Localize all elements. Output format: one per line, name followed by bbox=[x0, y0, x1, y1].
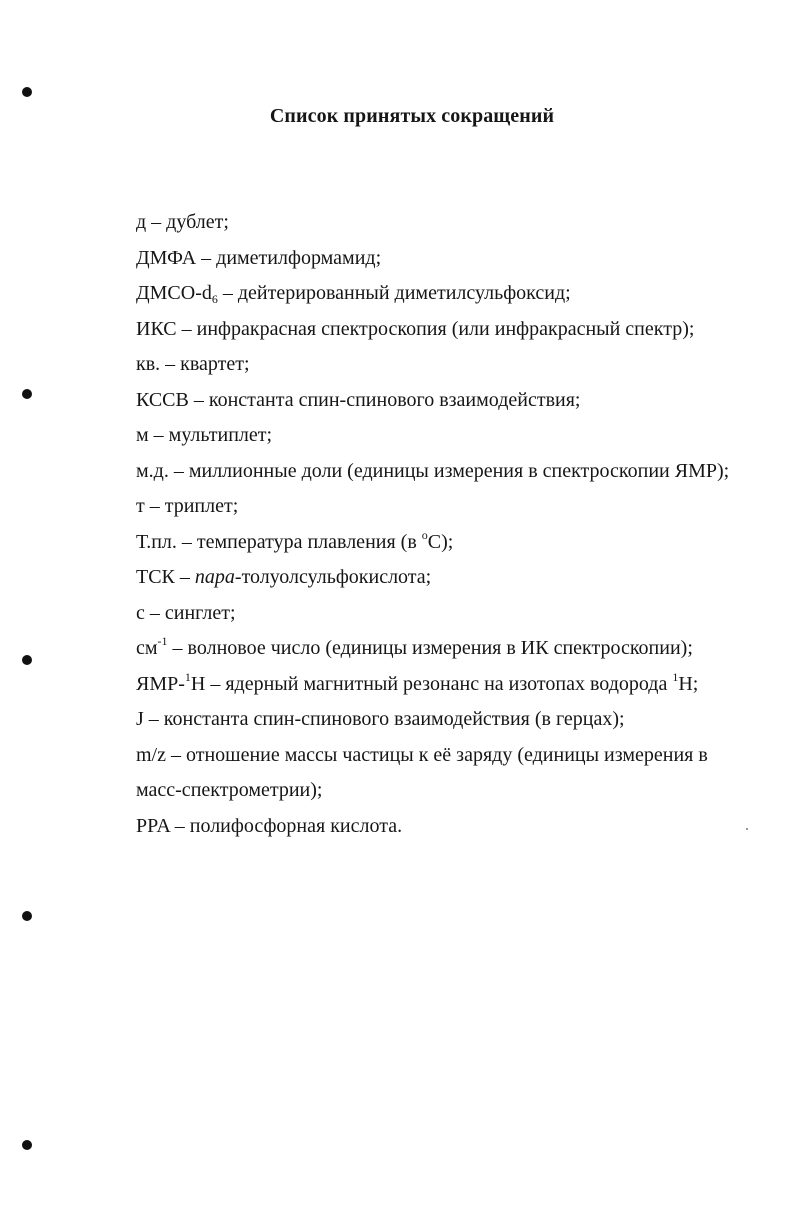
list-item: ДМСО-$d_6$ – дейтерированный диметилсульфоксид; bbox=[136, 282, 571, 306]
list-item: ДМФА – диметилформамид; bbox=[136, 246, 382, 269]
abbreviation-list bbox=[136, 205, 756, 844]
list-item: м – мультиплет; bbox=[136, 424, 273, 446]
list-item: PPA – полифосфорная кислота. bbox=[136, 814, 403, 837]
list-item: m/z – отношение массы частицы к её заряду (единицы измерения в bbox=[136, 743, 708, 766]
punch-hole bbox=[22, 911, 32, 921]
list-item: ИКС – инфракрасная спектроскопия (или инфракрасный спектр); bbox=[136, 317, 695, 340]
list-item: J – константа спин-спинового взаимодействия (в герцах); bbox=[136, 708, 625, 730]
punch-hole bbox=[22, 655, 32, 665]
list-item: кв. – квартет; bbox=[136, 353, 250, 375]
list-item: ЯМР-$^1$Н – ядерный магнитный резонанс на изотопах водорода $^1$Н; bbox=[136, 669, 699, 695]
list-item: $см^{-1}$ – волновое число (единицы измерения в ИК спектроскопии); bbox=[136, 634, 693, 659]
list-item: КССВ – константа спин-спинового взаимодействия; bbox=[136, 388, 581, 411]
list-item: м.д. – миллионные доли (единицы измерения в спектроскопии ЯМР); bbox=[136, 459, 730, 482]
list-item: т – триплет; bbox=[136, 495, 239, 517]
list-item: Т.пл. – температура плавления (в $^o$С); bbox=[136, 527, 454, 553]
list-item: д – дублет; bbox=[136, 211, 229, 233]
page-title: Список принятых сокращений bbox=[269, 105, 555, 127]
list-item: с – синглет; bbox=[136, 601, 236, 624]
punch-hole bbox=[22, 87, 32, 97]
punch-hole bbox=[22, 389, 32, 399]
list-item: ТСК – пара-толуолсульфокислота; bbox=[136, 566, 432, 588]
punch-hole bbox=[22, 1140, 32, 1150]
list-item: масс-спектрометрии); bbox=[136, 779, 323, 801]
